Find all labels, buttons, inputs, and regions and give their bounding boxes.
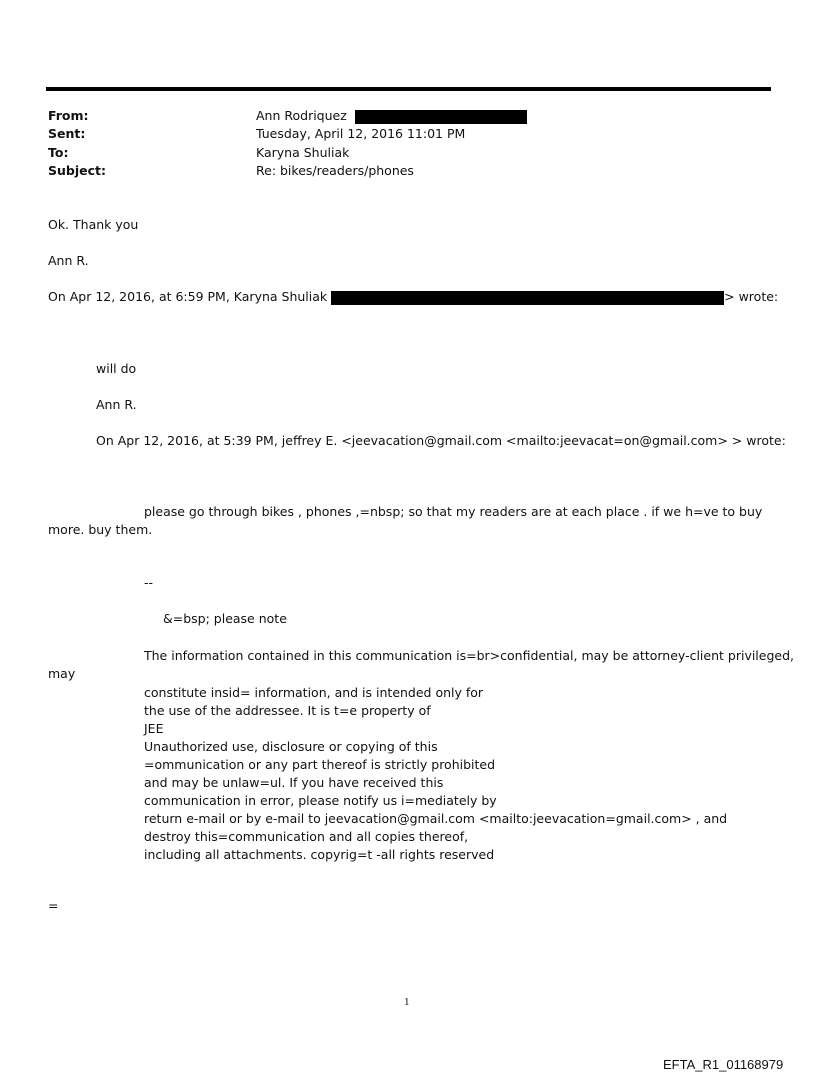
- disclaimer-line: JEE: [144, 721, 164, 736]
- reply-text: Ok. Thank you: [48, 217, 139, 232]
- quote-header-1: [48, 289, 778, 305]
- disclaimer-line: Unauthorized use, disclosure or copying of this: [144, 739, 438, 754]
- redaction-box: [355, 110, 527, 124]
- quote-header-1-suffix: > wrote:: [724, 289, 779, 304]
- sent-value: Tuesday, April 12, 2016 11:01 PM: [256, 126, 466, 141]
- please-note: &=bsp; please note: [163, 611, 287, 626]
- from-name: Ann Rodriquez: [256, 108, 347, 123]
- disclaimer-line: the use of the addressee. It is t=e property of: [144, 703, 431, 718]
- disclaimer-line: constitute insid= information, and is intended only for: [144, 685, 484, 700]
- from-label: From:: [48, 108, 89, 123]
- disclaimer-line: including all attachments. copyrig=t -all rights reserved: [144, 847, 495, 862]
- disclaimer-line: return e-mail or by e-mail to jeevacation@gmail.com <mailto:jeevacation=gmail.com> , and: [144, 811, 728, 826]
- disclaimer-block: [144, 684, 727, 864]
- header-rule: [46, 87, 771, 91]
- signoff-2: Ann R.: [96, 397, 137, 412]
- signature-dashes: --: [144, 575, 154, 590]
- from-value: [256, 108, 527, 124]
- disclaimer-line: communication in error, please notify us i=mediately by: [144, 793, 497, 808]
- will-do-text: will do: [96, 361, 137, 376]
- to-label: To:: [48, 145, 69, 160]
- disclaimer-line: destroy this=communication and all copies thereof,: [144, 829, 469, 844]
- document-id: EFTA_R1_01168979: [663, 1057, 784, 1072]
- quote-header-1-prefix: On Apr 12, 2016, at 6:59 PM, Karyna Shuliak: [48, 289, 328, 304]
- disclaimer-may: may: [48, 666, 76, 681]
- sent-label: Sent:: [48, 126, 86, 141]
- disclaimer-line: and may be unlaw=ul. If you have received this: [144, 775, 444, 790]
- disclaimer-line: =ommunication or any part thereof is strictly prohibited: [144, 757, 496, 772]
- signoff-1: Ann R.: [48, 253, 89, 268]
- message-line-1: please go through bikes , phones ,=nbsp; so that my readers are at each place . if we h=ve to buy: [144, 504, 763, 519]
- trailing-equals: =: [48, 898, 59, 913]
- subject-label: Subject:: [48, 163, 106, 178]
- subject-value: Re: bikes/readers/phones: [256, 163, 414, 178]
- page-number: 1: [404, 996, 410, 1008]
- disclaimer-line-1: The information contained in this communication is=br>confidential, may be attorney-client privileged,: [144, 648, 795, 663]
- message-line-2: more. buy them.: [48, 522, 153, 537]
- quote-header-2: On Apr 12, 2016, at 5:39 PM, jeffrey E. <jeevacation@gmail.com <mailto:jeevacat=on@gmail.com> > wrote:: [96, 433, 786, 448]
- redaction-box: [331, 291, 724, 305]
- to-value: Karyna Shuliak: [256, 145, 350, 160]
